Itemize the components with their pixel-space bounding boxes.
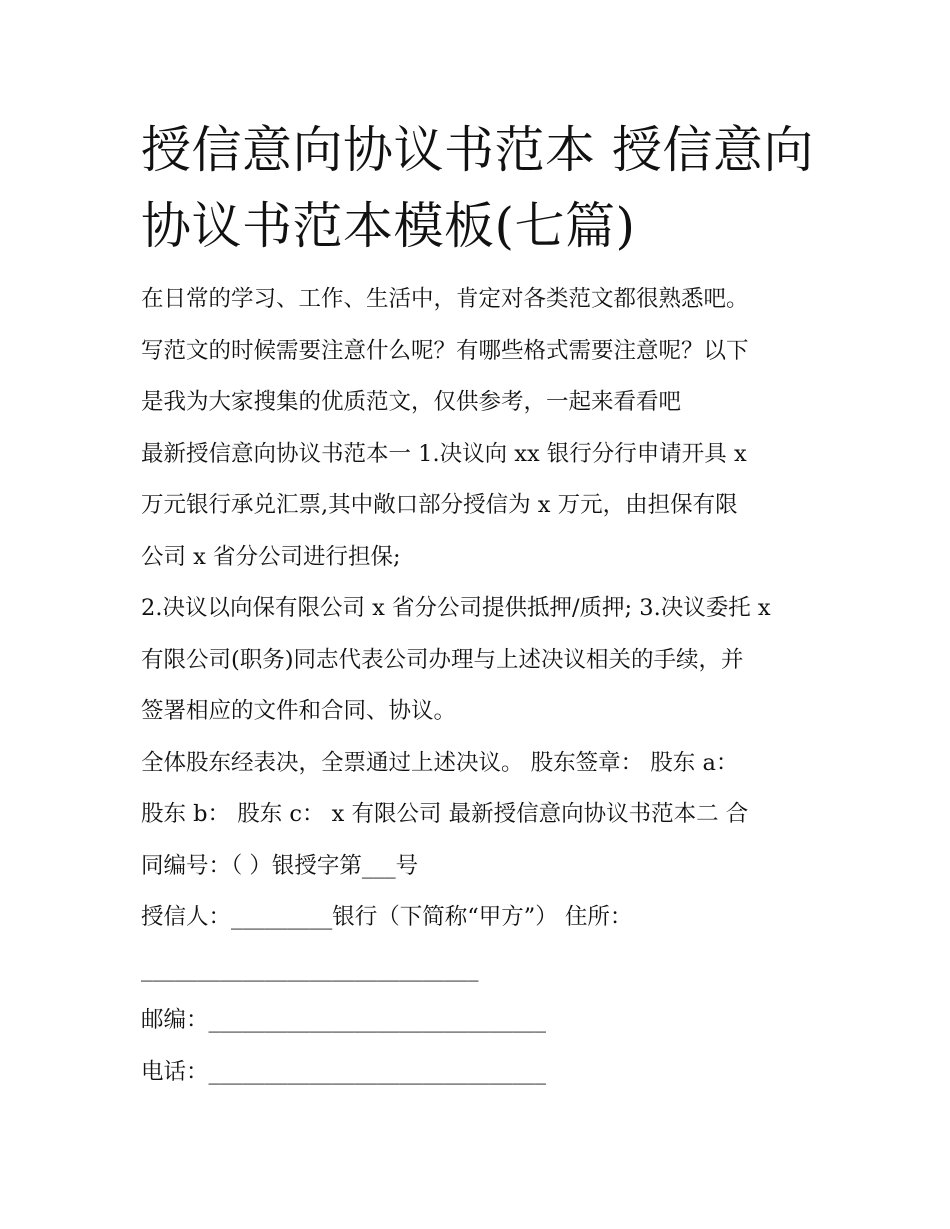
body-line: 在日常的学习、工作、生活中，肯定对各类范文都很熟悉吧。 [141, 286, 749, 312]
body-line: 最新授信意向协议书范本一 1.决议向 xx 银行分行申请开具 x [141, 440, 747, 467]
body-line: 电话：______________________________ [141, 1058, 547, 1085]
body-line: 2.决议以向保有限公司 x 省分公司提供抵押/质押; 3.决议委托 x [141, 595, 771, 621]
body-line: 写范文的时候需要注意什么呢？有哪些格式需要注意呢？以下 [141, 337, 749, 364]
document-title [141, 112, 841, 264]
body-line: 有限公司(职务)同志代表公司办理与上述决议相关的手续，并 [141, 646, 744, 673]
body-line: ______________________________ [141, 955, 479, 982]
body-line: 授信人：_________银行（下简称“甲方”） 住所： [141, 904, 633, 930]
body-line: 公司 x 省分公司进行担保; [141, 543, 401, 570]
body-line: 同编号：（ ）银授字第___号 [141, 852, 419, 879]
body-line: 签署相应的文件和合同、协议。 [141, 698, 457, 724]
body-line: 邮编：______________________________ [141, 1007, 547, 1033]
body-line: 万元银行承兑汇票,其中敞口部分授信为 x 万元，由担保有限 [141, 492, 738, 518]
title-line-2: 协议书范本模板(七篇) [141, 197, 636, 255]
body-line: 是我为大家搜集的优质范文，仅供参考，一起来看看吧 [141, 389, 682, 415]
body-line: 股东 b： 股东 c： x 有限公司 最新授信意向协议书范本二 合 [141, 801, 749, 827]
title-line-1: 授信意向协议书范本 授信意向 [141, 121, 814, 179]
body-line: 全体股东经表决，全票通过上述决议。 股东签章： 股东 a： [141, 749, 739, 776]
document-body [141, 274, 841, 1098]
